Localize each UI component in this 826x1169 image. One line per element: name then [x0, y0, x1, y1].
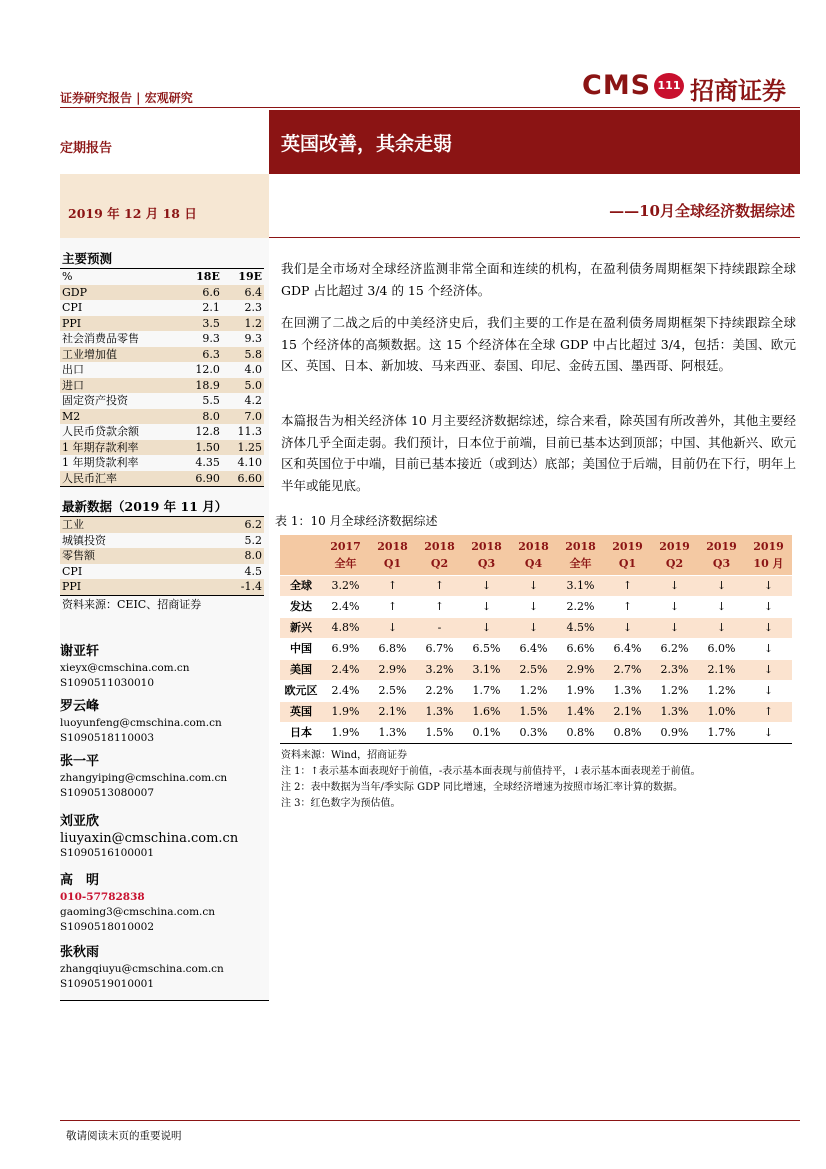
header-year: 2018	[518, 540, 549, 553]
table-cell: 1.2%	[651, 681, 698, 702]
forecast-cell: GDP	[60, 285, 180, 301]
table-source: 资料来源：Wind，招商证券	[281, 750, 408, 761]
header-period: Q1	[383, 557, 402, 570]
latest-row	[60, 579, 264, 595]
forecast-title: 主要预测	[62, 251, 113, 266]
forecast-header-cell: 18E	[180, 269, 222, 285]
analyst-card	[60, 753, 260, 801]
latest-cell: 零售额	[60, 548, 194, 564]
table-cell: 2.7%	[604, 660, 651, 681]
forecast-cell: 12.0	[195, 363, 220, 376]
table-caption: 表 1：10 月全球经济数据综述	[275, 514, 438, 528]
table-cell: 1.9%	[557, 681, 604, 702]
analyst-id: S1090513080007	[60, 787, 155, 799]
row-label: 美国	[280, 660, 322, 681]
footer-note: 敬请阅读末页的重要说明	[66, 1130, 182, 1142]
analyst-card	[60, 813, 260, 861]
table-cell: 1.2%	[510, 681, 557, 702]
header-period: 10 月	[753, 557, 784, 570]
table-cell: 2.4%	[322, 681, 369, 702]
header-year: 2018	[377, 540, 408, 553]
forecast-cell: CPI	[62, 301, 83, 314]
table-cell: ↓	[698, 597, 745, 618]
table-cell: 4.5%	[557, 618, 604, 639]
latest-cell: PPI	[60, 579, 194, 595]
table-note-2: 注 2：表中数据为当年/季实际 GDP 同比增速，全球经济增速为按照市场汇率计算的数据。	[281, 782, 684, 793]
table-header	[510, 535, 557, 576]
date-band	[60, 174, 269, 238]
analyst-name: 张一平	[60, 754, 100, 769]
table-cell: 2.4%	[322, 660, 369, 681]
analyst-name: 罗云峰	[60, 699, 100, 714]
table-cell: ↓	[651, 597, 698, 618]
forecast-cell: 社会消费品零售	[62, 332, 139, 345]
logo-cn: 招商证券	[690, 77, 786, 105]
report-date: 2019 年 12 月 18 日	[68, 206, 197, 221]
table-cell: 1.5%	[416, 723, 463, 744]
header-period: Q2	[665, 557, 684, 570]
forecast-table	[60, 268, 264, 487]
forecast-cell: 人民币汇率	[60, 471, 180, 487]
forecast-row	[60, 424, 264, 440]
forecast-cell: 9.3	[202, 332, 220, 345]
latest-cell: 工业	[60, 517, 194, 533]
forecast-cell: 6.60	[222, 471, 264, 487]
analyst-id: S1090519010001	[60, 978, 155, 990]
table-cell: 6.7%	[416, 639, 463, 660]
logo-badge-icon: 111	[654, 73, 684, 99]
table-header	[557, 535, 604, 576]
forecast-row	[60, 316, 264, 332]
header-year: 2019	[612, 540, 643, 553]
table-cell: 1.5%	[510, 702, 557, 723]
analyst-phone: 010-57782838	[60, 891, 145, 903]
table-cell: 2.1%	[698, 660, 745, 681]
table-row	[280, 639, 792, 660]
analyst-email[interactable]: gaoming3@cmschina.com.cn	[60, 906, 216, 918]
forecast-cell: 5.0	[222, 378, 264, 394]
header-period: 全年	[334, 557, 357, 570]
table-cell: 3.1%	[557, 576, 604, 597]
forecast-cell: 5.5	[202, 394, 220, 407]
table-header	[369, 535, 416, 576]
table-cell: 6.2%	[651, 639, 698, 660]
forecast-cell: 9.3	[244, 332, 262, 345]
analyst-id: S1090518110003	[60, 732, 155, 744]
forecast-cell: 4.2	[244, 394, 262, 407]
header-year: 2019	[753, 540, 784, 553]
forecast-cell: 18.9	[180, 378, 222, 394]
forecast-cell: PPI	[60, 316, 180, 332]
table-note-3: 注 3：红色数字为预估值。	[281, 798, 401, 809]
table-cell: 2.1%	[604, 702, 651, 723]
table-cell: 2.4%	[322, 597, 369, 618]
report-type: 定期报告	[60, 141, 113, 156]
table-cell: -	[416, 618, 463, 639]
table-cell: 3.1%	[463, 660, 510, 681]
analyst-email[interactable]: luoyunfeng@cmschina.com.cn	[60, 717, 222, 729]
table-cell: 6.0%	[698, 639, 745, 660]
latest-row	[60, 517, 264, 533]
forecast-cell: 4.10	[237, 456, 262, 469]
latest-cell: -1.4	[194, 579, 264, 595]
table-cell: ↑	[416, 597, 463, 618]
forecast-header-cell: %	[60, 269, 180, 285]
table-header	[745, 535, 792, 576]
table-cell: 1.9%	[322, 702, 369, 723]
table-cell: ↓	[510, 576, 557, 597]
forecast-row	[60, 300, 264, 316]
forecast-cell: 人民币贷款余额	[62, 425, 139, 438]
table-header	[651, 535, 698, 576]
forecast-cell: 6.4	[222, 285, 264, 301]
header-year: 2017	[330, 540, 361, 553]
sidebar-source: 资料来源：CEIC、招商证券	[62, 598, 202, 611]
analyst-name: 张秋雨	[60, 945, 100, 960]
forecast-cell: 出口	[62, 363, 84, 376]
economy-table	[280, 535, 792, 744]
forecast-row	[60, 393, 264, 409]
table-cell: ↓	[463, 576, 510, 597]
table-cell: 2.2%	[416, 681, 463, 702]
analyst-id: S1090518010002	[60, 921, 155, 933]
forecast-cell: 1 年期贷款利率	[62, 456, 139, 469]
subtitle-divider	[269, 237, 800, 238]
report-category: 证券研究报告 | 宏观研究	[60, 91, 193, 105]
table-cell: ↑	[416, 576, 463, 597]
header-period: Q2	[430, 557, 449, 570]
row-label: 欧元区	[280, 681, 322, 702]
header-year: 2019	[706, 540, 737, 553]
table-cell: 3.2%	[416, 660, 463, 681]
header-period: Q1	[618, 557, 637, 570]
table-header	[604, 535, 651, 576]
table-corner	[280, 535, 322, 576]
table-cell: ↓	[745, 618, 792, 639]
latest-cell: 4.5	[244, 564, 262, 578]
table-row	[280, 618, 792, 639]
header-period: 全年	[569, 557, 592, 570]
table-cell: ↓	[698, 576, 745, 597]
forecast-cell: 12.8	[195, 425, 220, 438]
forecast-cell: 6.6	[180, 285, 222, 301]
latest-cell: 5.2	[244, 533, 262, 547]
sidebar-bottom-rule	[60, 1000, 269, 1001]
forecast-cell: 1.50	[180, 440, 222, 456]
forecast-cell: 1 年期存款利率	[60, 440, 180, 456]
cms-logo	[582, 70, 797, 104]
table-cell: 0.1%	[463, 723, 510, 744]
table-cell: 2.9%	[369, 660, 416, 681]
header-year: 2018	[565, 540, 596, 553]
table-cell: ↓	[651, 576, 698, 597]
forecast-cell: 1.2	[222, 316, 264, 332]
forecast-cell: M2	[60, 409, 180, 425]
table-cell: ↓	[745, 639, 792, 660]
table-header	[322, 535, 369, 576]
table-cell: ↓	[745, 576, 792, 597]
table-row	[280, 576, 792, 597]
header-year: 2018	[424, 540, 455, 553]
forecast-cell: 工业增加值	[60, 347, 180, 363]
analyst-id: S1090516100001	[60, 847, 155, 859]
table-cell: 1.3%	[369, 723, 416, 744]
table-cell: ↓	[651, 618, 698, 639]
latest-row	[60, 548, 264, 564]
table-cell: ↓	[604, 618, 651, 639]
forecast-cell: 6.90	[180, 471, 222, 487]
table-cell: ↑	[369, 576, 416, 597]
table-cell: ↑	[604, 597, 651, 618]
forecast-cell: 2.3	[244, 301, 262, 314]
analyst-card	[60, 698, 260, 746]
analyst-name: 谢亚轩	[60, 644, 100, 659]
forecast-row	[60, 285, 264, 301]
table-cell: ↑	[745, 702, 792, 723]
page-title: 英国改善，其余走弱	[281, 133, 453, 155]
table-cell: 2.1%	[369, 702, 416, 723]
paragraph-1: 我们是全市场对全球经济监测非常全面和连续的机构，在盈利债务周期框架下持续跟踪全球 GDP 占比超过 3/4 的 15 个经济体。	[281, 261, 796, 298]
forecast-cell: 进口	[60, 378, 180, 394]
row-label: 英国	[280, 702, 322, 723]
forecast-row	[60, 409, 264, 425]
forecast-cell: 2.1	[202, 301, 220, 314]
latest-cell: 8.0	[194, 548, 264, 564]
table-cell: 0.9%	[651, 723, 698, 744]
table-header	[698, 535, 745, 576]
table-cell: 2.2%	[557, 597, 604, 618]
row-label: 新兴	[280, 618, 322, 639]
latest-row	[60, 533, 264, 549]
table-cell: 6.5%	[463, 639, 510, 660]
table-note-1: 注 1：↑表示基本面表现好于前值，-表示基本面表现与前值持平，↓表示基本面表现差于前值。	[281, 766, 701, 777]
forecast-cell: 固定资产投资	[62, 394, 128, 407]
latest-cell: 6.2	[194, 517, 264, 533]
table-cell: 2.9%	[557, 660, 604, 681]
table-cell: ↓	[510, 618, 557, 639]
forecast-cell: 8.0	[180, 409, 222, 425]
table-cell: ↓	[745, 681, 792, 702]
forecast-header-cell: 19E	[222, 269, 264, 285]
latest-cell: 城镇投资	[62, 533, 106, 547]
forecast-cell: 4.35	[195, 456, 220, 469]
analyst-card	[60, 944, 260, 992]
forecast-cell: 1.25	[222, 440, 264, 456]
forecast-header-row	[60, 269, 264, 285]
table-cell: 1.6%	[463, 702, 510, 723]
latest-table	[60, 516, 264, 596]
table-cell: ↓	[745, 723, 792, 744]
table-cell: 6.9%	[322, 639, 369, 660]
table-row	[280, 681, 792, 702]
analyst-email[interactable]: zhangqiuyu@cmschina.com.cn	[60, 963, 224, 975]
analyst-email[interactable]: liuyaxin@cmschina.com.cn	[60, 831, 239, 846]
paragraph-2: 在回溯了二战之后的中美经济史后，我们主要的工作是在盈利债务周期框架下持续跟踪全球 15 个经济体的高频数据。这 15 个经济体在全球 GDP 中占比超过 3/4，包括：美国、欧元区、英国、日本、新加坡、马来西亚、泰国、印尼、金砖五国、墨西哥、阿根廷。	[281, 315, 796, 373]
table-cell: 6.6%	[557, 639, 604, 660]
table-cell: ↑	[369, 597, 416, 618]
table-cell: 1.3%	[416, 702, 463, 723]
latest-row	[60, 564, 264, 580]
latest-title: 最新数据（2019 年 11 月）	[62, 499, 228, 514]
table-cell: ↑	[604, 576, 651, 597]
header-period: Q3	[477, 557, 496, 570]
forecast-cell: 7.0	[222, 409, 264, 425]
logo-en: CMS	[582, 70, 652, 101]
table-row	[280, 723, 792, 744]
forecast-row	[60, 362, 264, 378]
header-period: Q4	[524, 557, 543, 570]
forecast-cell: 11.3	[237, 425, 262, 438]
footer-divider	[60, 1120, 800, 1121]
table-cell: ↓	[745, 597, 792, 618]
table-row	[280, 597, 792, 618]
table-cell: 1.2%	[698, 681, 745, 702]
table-cell: 1.9%	[322, 723, 369, 744]
row-label: 发达	[280, 597, 322, 618]
forecast-row	[60, 331, 264, 347]
header-year: 2018	[471, 540, 502, 553]
table-cell: 0.3%	[510, 723, 557, 744]
table-cell: 2.5%	[369, 681, 416, 702]
table-cell: ↓	[463, 618, 510, 639]
forecast-cell: 3.5	[180, 316, 222, 332]
table-cell: 6.4%	[510, 639, 557, 660]
analyst-email[interactable]: zhangyiping@cmschina.com.cn	[60, 772, 228, 784]
analyst-card	[60, 643, 260, 691]
table-cell: 0.8%	[604, 723, 651, 744]
table-cell: 4.8%	[322, 618, 369, 639]
table-cell: 1.3%	[604, 681, 651, 702]
paragraph-3: 本篇报告为相关经济体 10 月主要经济数据综述，综合来看，除英国有所改善外，其他主要经济体几乎全面走弱。我们预计，日本位于前端，目前已基本达到顶部；中国、其他新兴、欧元区和英国位于中端，目前已基本接近（或到达）底部；美国位于后端，目前仍在下行，明年上半年或能见底。	[281, 413, 796, 493]
table-cell: 3.2%	[322, 576, 369, 597]
table-header	[463, 535, 510, 576]
latest-cell: CPI	[62, 564, 83, 578]
forecast-row	[60, 455, 264, 471]
table-cell: 2.5%	[510, 660, 557, 681]
analyst-name: 高 明	[60, 873, 100, 888]
table-cell: 1.0%	[698, 702, 745, 723]
analyst-id: S1090511030010	[60, 677, 155, 689]
table-cell: 0.8%	[557, 723, 604, 744]
table-header	[416, 535, 463, 576]
forecast-row	[60, 440, 264, 456]
table-cell: 6.8%	[369, 639, 416, 660]
table-row	[280, 702, 792, 723]
row-label: 全球	[280, 576, 322, 597]
forecast-row	[60, 378, 264, 394]
page-subtitle: ——10月全球经济数据综述	[609, 202, 795, 220]
header-year: 2019	[659, 540, 690, 553]
table-cell: 6.4%	[604, 639, 651, 660]
forecast-row	[60, 471, 264, 487]
table-cell: 1.7%	[698, 723, 745, 744]
table-cell: 1.3%	[651, 702, 698, 723]
header-period: Q3	[712, 557, 731, 570]
table-cell: ↓	[698, 618, 745, 639]
table-row	[280, 660, 792, 681]
table-cell: 1.7%	[463, 681, 510, 702]
forecast-row	[60, 347, 264, 363]
row-label: 日本	[280, 723, 322, 744]
analyst-email[interactable]: xieyx@cmschina.com.cn	[60, 662, 190, 674]
forecast-cell: 4.0	[244, 363, 262, 376]
table-cell: ↓	[463, 597, 510, 618]
table-cell: ↓	[510, 597, 557, 618]
title-band	[269, 110, 800, 174]
analyst-card	[60, 872, 260, 935]
forecast-cell: 5.8	[222, 347, 264, 363]
forecast-cell: 6.3	[180, 347, 222, 363]
table-cell: 1.4%	[557, 702, 604, 723]
table-cell: 2.3%	[651, 660, 698, 681]
row-label: 中国	[280, 639, 322, 660]
table-cell: ↓	[369, 618, 416, 639]
header-divider	[60, 107, 800, 108]
table-cell: ↓	[745, 660, 792, 681]
analyst-name: 刘亚欣	[60, 814, 100, 829]
